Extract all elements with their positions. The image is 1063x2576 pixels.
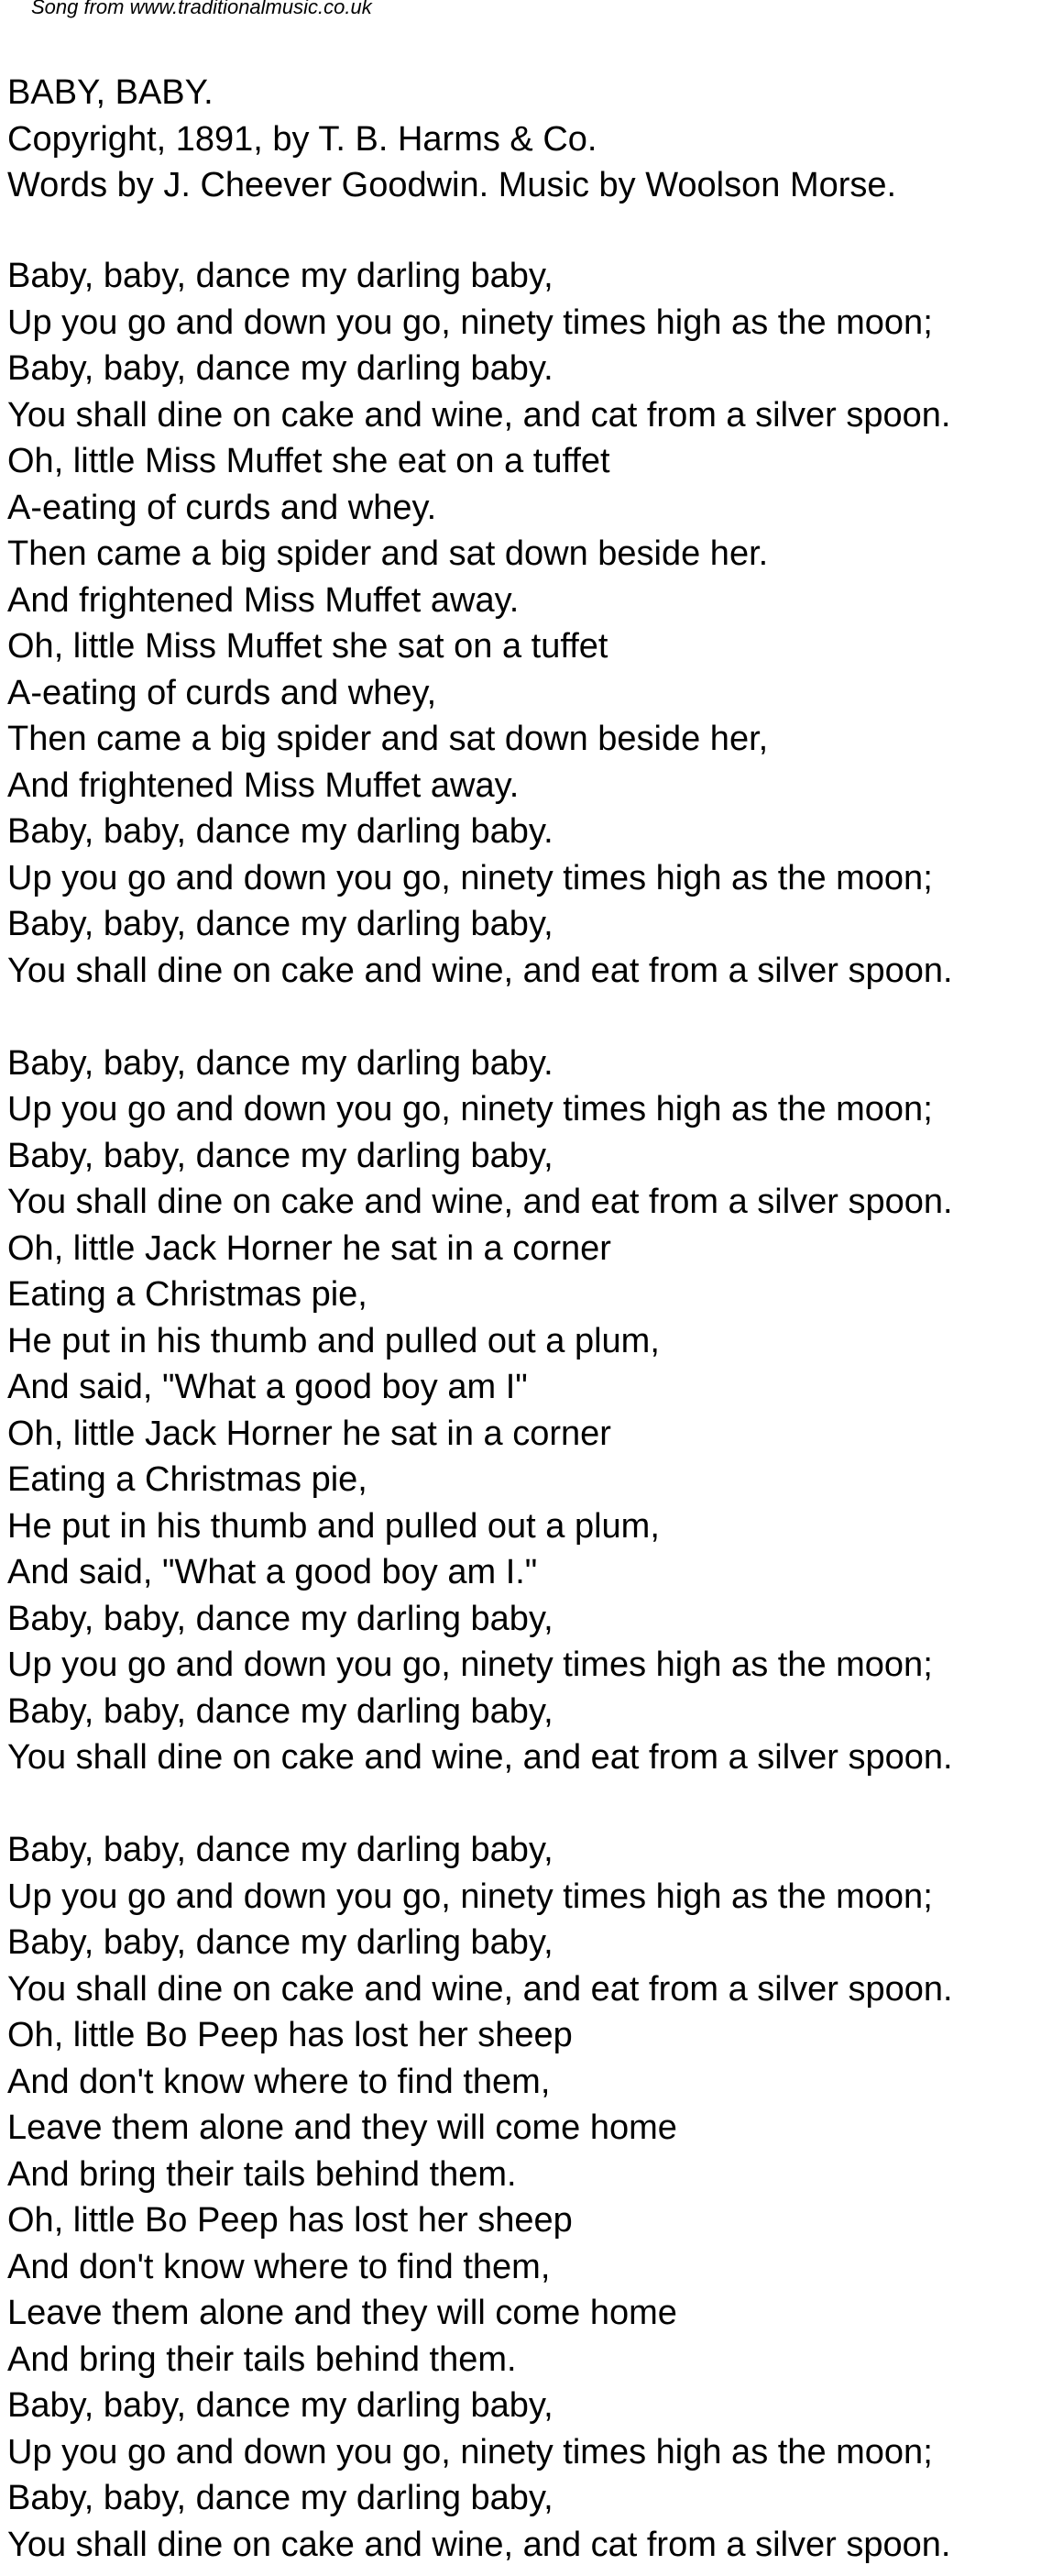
lyric-line: Then came a big spider and sat down beside her. [7, 534, 769, 573]
lyric-line: And don't know where to find them, [7, 2062, 551, 2101]
stanza-3 [7, 1827, 1057, 2568]
lyric-line: Baby, baby, dance my darling baby, [7, 1831, 553, 1869]
lyric-line: Baby, baby, dance my darling baby, [7, 1691, 553, 1731]
lyric-line: Up you go and down you go, ninety times high as the moon; [7, 1090, 933, 1128]
lyric-line: He put in his thumb and pulled out a plum, [7, 1321, 660, 1360]
song-title: BABY, BABY. [7, 73, 214, 112]
lyric-line: Baby, baby, dance my darling baby, [7, 1136, 553, 1175]
lyric-line: And bring their tails behind them. [7, 2154, 517, 2194]
lyric-line: Oh, little Miss Muffet she eat on a tuffet [7, 442, 610, 480]
lyric-line: And bring their tails behind them. [7, 2339, 517, 2379]
lyric-line: Baby, baby, dance my darling baby, [7, 905, 553, 943]
lyric-line: Leave them alone and they will come home [7, 2294, 677, 2332]
lyric-line: Baby, baby, dance my darling baby, [7, 1923, 553, 1962]
lyric-line: You shall dine on cake and wine, and cat from a silver spoon. [7, 2525, 951, 2564]
lyric-line: Up you go and down you go, ninety times high as the moon; [7, 1646, 933, 1684]
lyric-line: And said, "What a good boy am I" [7, 1368, 528, 1406]
lyric-line: And said, "What a good boy am I." [7, 1553, 538, 1591]
lyric-line: Leave them alone and they will come home [7, 2108, 677, 2147]
lyric-line: And don't know where to find them, [7, 2247, 551, 2286]
lyric-line: Eating a Christmas pie, [7, 1275, 367, 1314]
song-header [7, 70, 1052, 209]
lyric-line: Oh, little Bo Peep has lost her sheep [7, 2016, 573, 2054]
lyric-line: Eating a Christmas pie, [7, 1460, 367, 1499]
stanza-divider [7, 1781, 1057, 1828]
lyric-line: You shall dine on cake and wine, and eat from a silver spoon. [7, 1183, 953, 1221]
lyric-line: Oh, little Jack Horner he sat in a corner [7, 1414, 611, 1453]
source-caption: Song from www.traditionalmusic.co.uk [31, 0, 372, 18]
lyric-line: A-eating of curds and whey. [7, 488, 437, 527]
lyric-line: He put in his thumb and pulled out a plum, [7, 1506, 660, 1546]
lyric-line: Up you go and down you go, ninety times high as the moon; [7, 1877, 933, 1916]
copyright-line: Copyright, 1891, by T. B. Harms & Co. [7, 119, 597, 159]
stanza-1 [7, 253, 1057, 994]
lyric-line: Then came a big spider and sat down beside her, [7, 720, 769, 758]
lyric-line: Oh, little Bo Peep has lost her sheep [7, 2201, 573, 2240]
lyric-line: Oh, little Miss Muffet she sat on a tuffet [7, 627, 608, 666]
lyric-line: You shall dine on cake and wine, and eat from a silver spoon. [7, 1738, 953, 1777]
lyric-line: Baby, baby, dance my darling baby. [7, 812, 553, 851]
lyric-line: Baby, baby, dance my darling baby. [7, 1043, 553, 1083]
credits-line: Words by J. Cheever Goodwin. Music by Woolson Morse. [7, 166, 897, 204]
lyric-line: Oh, little Jack Horner he sat in a corner [7, 1228, 611, 1268]
stanza-divider [7, 994, 1057, 1040]
lyric-line: Up you go and down you go, ninety times high as the moon; [7, 303, 933, 342]
stanza-2 [7, 1040, 1057, 1781]
lyric-line: You shall dine on cake and wine, and eat from a silver spoon. [7, 1969, 953, 2009]
lyric-line: Baby, baby, dance my darling baby, [7, 2479, 553, 2517]
lyric-line: Baby, baby, dance my darling baby, [7, 257, 553, 295]
lyric-line: Up you go and down you go, ninety times high as the moon; [7, 2432, 933, 2471]
lyric-line: And frightened Miss Muffet away. [7, 580, 520, 620]
lyric-line: Baby, baby, dance my darling baby. [7, 349, 553, 388]
lyric-line: A-eating of curds and whey, [7, 673, 437, 712]
lyric-line: You shall dine on cake and wine, and eat from a silver spoon. [7, 951, 953, 990]
lyrics-body [7, 253, 1057, 2568]
lyric-line: You shall dine on cake and wine, and cat from a silver spoon. [7, 395, 951, 435]
lyric-line: Baby, baby, dance my darling baby, [7, 2386, 553, 2425]
lyric-line: Up you go and down you go, ninety times high as the moon; [7, 858, 933, 897]
lyric-line: Baby, baby, dance my darling baby, [7, 1599, 553, 1638]
lyric-line: And frightened Miss Muffet away. [7, 765, 520, 805]
